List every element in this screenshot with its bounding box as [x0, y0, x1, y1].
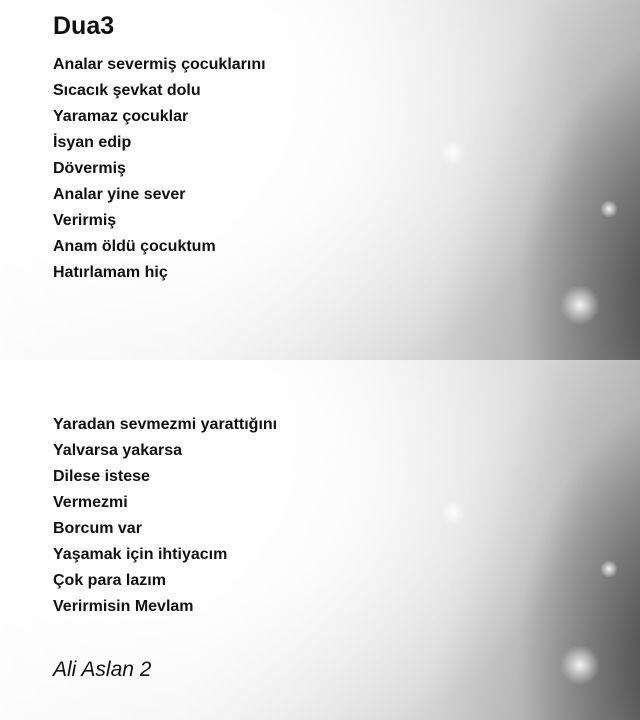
verse-line: Borcum var	[53, 520, 142, 537]
poem-card-bottom	[0, 360, 640, 720]
sparkle-decoration	[560, 645, 600, 685]
verse-line: Dövermiş	[53, 160, 126, 177]
verse-line: Hatırlamam hiç	[53, 264, 168, 281]
stanza-one	[53, 52, 266, 286]
poem-title: Dua3	[53, 12, 115, 40]
verse-line: Yaradan sevmezmi yarattığını	[53, 416, 278, 433]
sparkle-decoration	[600, 560, 618, 578]
verse-line: Yaramaz çocuklar	[53, 108, 189, 125]
sparkle-decoration	[440, 140, 466, 166]
verse-line: Dilese istese	[53, 468, 150, 485]
sparkle-decoration	[560, 285, 600, 325]
sparkle-decoration	[440, 500, 466, 526]
sparkle-decoration	[600, 200, 618, 218]
verse-line: Sıcacık şevkat dolu	[53, 82, 201, 99]
verse-line: İsyan edip	[53, 134, 132, 151]
verse-line: Verirmisin Mevlam	[53, 598, 194, 615]
verse-line: Çok para lazım	[53, 572, 166, 589]
verse-line: Analar yine sever	[53, 186, 186, 203]
verse-line: Yalvarsa yakarsa	[53, 442, 183, 459]
poem-author: Ali Aslan 2	[53, 658, 152, 681]
verse-line: Analar severmiş çocuklarını	[53, 56, 266, 73]
verse-line: Vermezmi	[53, 494, 128, 511]
verse-line: Anam öldü çocuktum	[53, 238, 216, 255]
stanza-two	[53, 412, 277, 620]
verse-line: Verirmiş	[53, 212, 117, 229]
verse-line: Yaşamak için ihtiyacım	[53, 546, 228, 563]
